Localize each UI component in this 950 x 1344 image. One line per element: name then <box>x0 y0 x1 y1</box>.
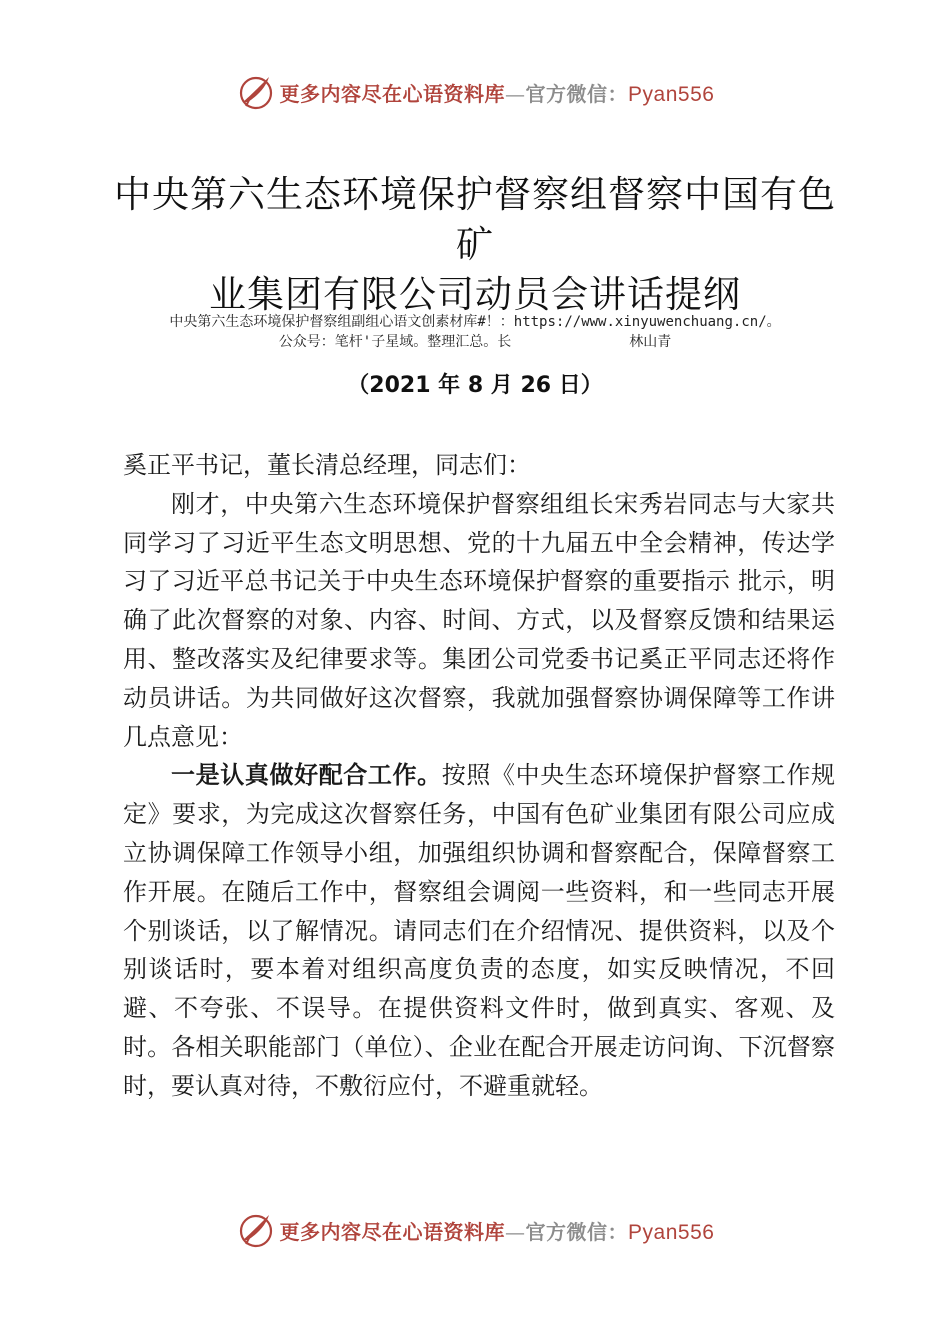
title-line-2: 业集团有限公司动员会讲话提纲 <box>209 273 741 316</box>
document-body <box>123 446 835 1106</box>
pen-logo-icon <box>236 1210 276 1250</box>
banner-main-text: 更多内容尽在心语资料库 <box>279 1219 506 1244</box>
paragraph-2 <box>123 756 835 1105</box>
banner-text <box>280 1216 715 1245</box>
banner-account: Pyan556 <box>628 82 715 106</box>
meta-line-2-text: 公众号：笔杆'子星域。整理汇总。长 <box>278 334 512 350</box>
paragraph-1: 刚才，中央第六生态环境保护督察组组长宋秀岩同志与大家共同学习了习近平生态文明思想、党的十九届五中全会精神，传达学习了习近平总书记关于中央生态环境保护督察的重要指示 批示，明确了此次督察的对象、内容、时间、方式，以及督察反馈和结果运用、整改落实及纪律要求等。集团公司党委书记奚正平同志还将作动员讲话。为共同做好这次督察，我就加强督察协调保障等工作讲几点意见： <box>123 489 835 751</box>
banner-dash: — <box>505 1219 526 1244</box>
document-title <box>100 170 850 320</box>
banner-main-text: 更多内容尽在心语资料库 <box>279 81 506 106</box>
banner-account: Pyan556 <box>628 1220 715 1244</box>
pen-logo-icon <box>236 72 276 112</box>
banner-official-label: 官方微信： <box>525 81 629 106</box>
banner-dash: — <box>505 81 526 106</box>
footer-banner <box>0 1208 950 1252</box>
document-date: （2021 年 8 月 26 日） <box>347 373 603 398</box>
header-banner <box>0 70 950 114</box>
meta-author-name: 林山青 <box>629 334 672 350</box>
paragraph-2-lead: 一是认真做好配合工作。 <box>171 761 442 790</box>
meta-line-2 <box>60 332 890 352</box>
source-meta <box>60 312 890 352</box>
banner-official-label: 官方微信： <box>525 1219 629 1244</box>
title-line-1: 中央第六生态环境保护督察组督察中国有色矿 <box>114 173 836 266</box>
banner-text <box>280 78 715 107</box>
paragraph-2-text: 按照《中央生态环境保护督察工作规定》要求，为完成这次督察任务，中国有色矿业集团有限公司应成立协调保障工作领导小组，加强组织协调和督察配合，保障督察工作开展。在随后工作中，督察组会调阅一些资料，和一些同志开展个别谈话，以了解情况。请同志们在介绍情况、提供资料，以及个别谈话时，要本着对组织高度负责的态度，如实反映情况，不回避、不夸张、不误导。在提供资料文件时，做到真实、客观、及时。各相关职能部门（单位）、企业在配合开展走访问询、下沉督察时，要认真对待，不敷衍应付，不避重就轻。 <box>123 761 836 1100</box>
meta-line-1: 中央第六生态环境保护督察组副组心语文创素材库#！：https://www.xinyuwenchuang.cn/。 <box>169 314 781 330</box>
salutation: 奚正平书记，董长清总经理，同志们： <box>123 451 531 479</box>
